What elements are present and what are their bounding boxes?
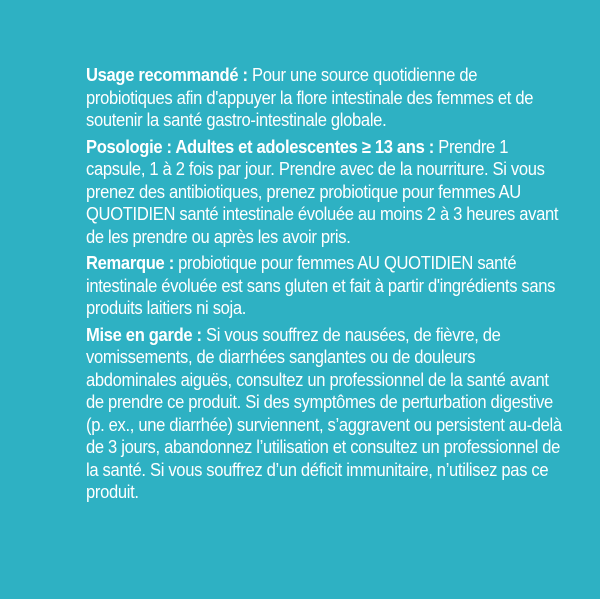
remark-paragraph <box>86 252 566 320</box>
dosage-heading: Posologie : Adultes et adolescentes ≥ 13 ans : <box>86 136 434 157</box>
warning-heading: Mise en garde : <box>86 324 202 345</box>
dosage-text: Prendre 1 capsule, 1 à 2 fois par jour. Prendre avec de la nourriture. Si vous prenez des antibiotiques, prenez probiotique pour femmes AU QUOTIDIEN santé intestinale évoluée au moins 2 à 3 heures avant de les prendre ou après les avoir pris. <box>86 136 559 247</box>
dosage-paragraph <box>86 136 566 249</box>
usage-heading: Usage recommandé : <box>86 65 248 85</box>
label-text-block <box>86 64 566 508</box>
usage-text: Pour une source quotidienne de probiotiques afin d'appuyer la flore intestinale des femmes et de soutenir la santé gastro-intestinale globale. <box>86 65 534 130</box>
warning-paragraph <box>86 324 566 504</box>
usage-paragraph <box>86 64 566 132</box>
remark-text: probiotique pour femmes AU QUOTIDIEN santé intestinale évoluée est sans gluten et fait à partir d'ingrédients sans produits laitiers ni soja. <box>86 253 556 318</box>
warning-text: Si vous souffrez de nausées, de fièvre, de vomissements, de diarrhées sanglantes ou de douleurs abdominales aiguës, consultez un professionnel de la santé avant de prendre ce produit. Si des symptômes de perturbation digestive (p. ex., une diarrhée) surviennent, s’aggravent ou persistent au-delà de 3 jours, abandonnez l’utilisation et consultez un professionnel de la santé. Si vous souffrez d’un déficit immunitaire, n’utilisez pas ce produit. <box>86 324 562 502</box>
remark-heading: Remarque : <box>86 253 174 273</box>
